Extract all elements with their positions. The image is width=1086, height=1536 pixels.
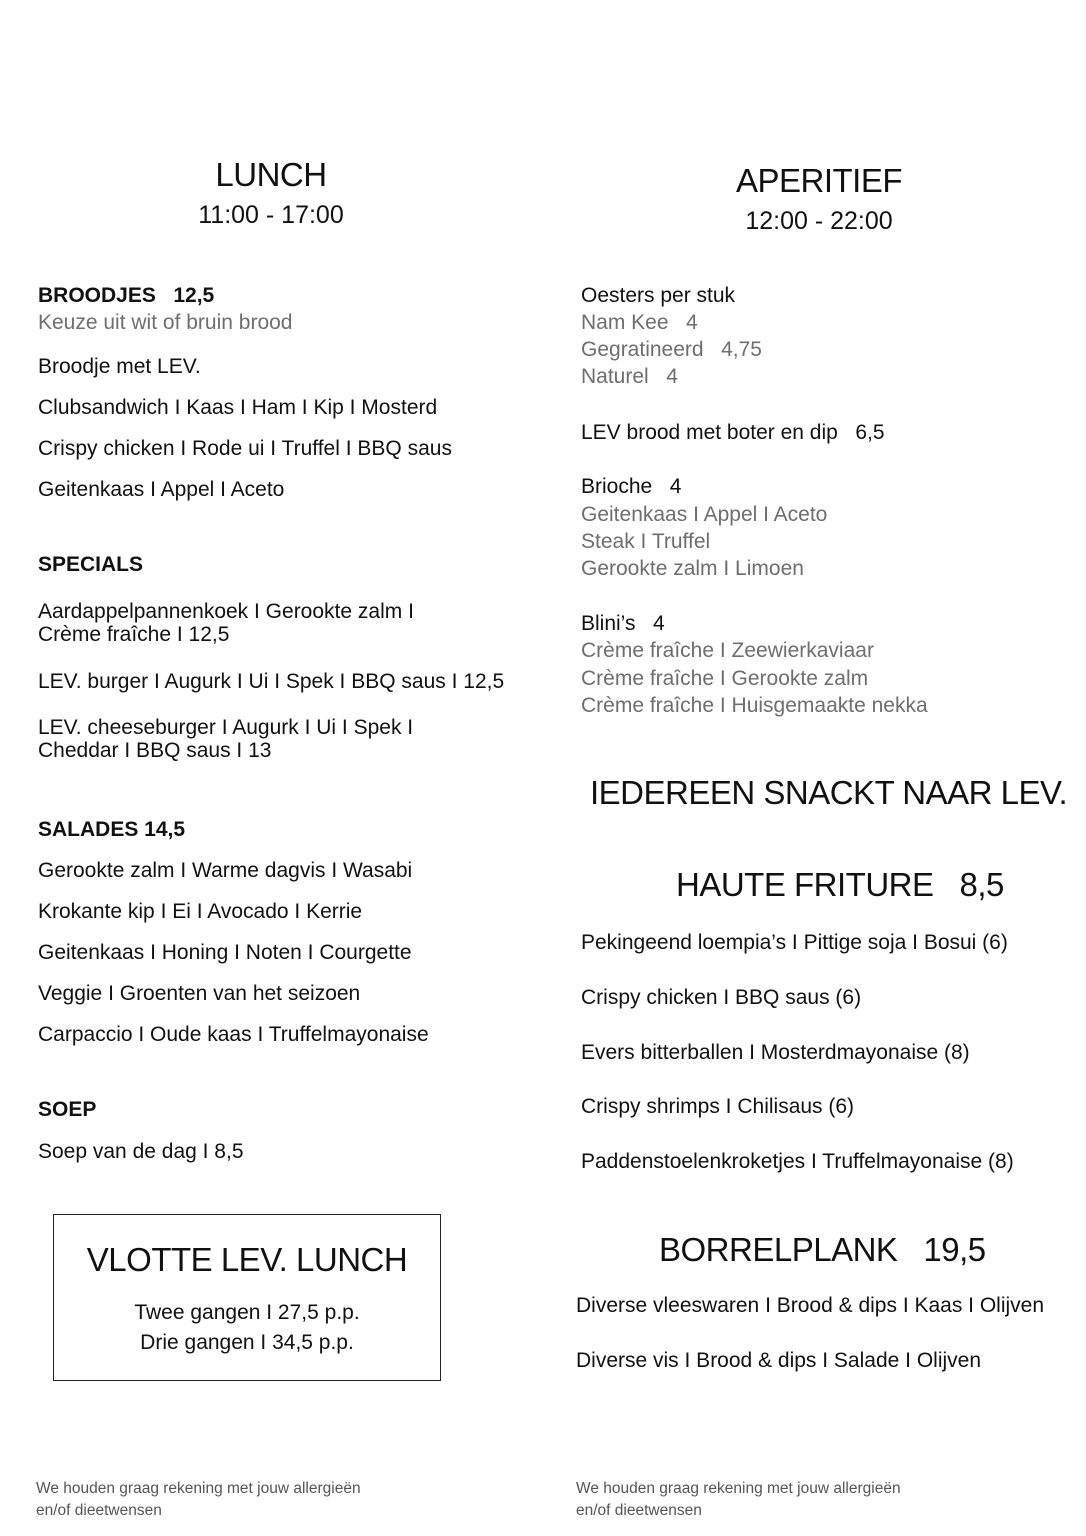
- slogan: IEDEREEN SNACKT NAAR LEV.: [590, 774, 1068, 811]
- haute-friture-item: Evers bitterballen I Mosterdmayonaise (8): [581, 1041, 970, 1064]
- broodjes-item: Crispy chicken I Rode ui I Truffel I BBQ saus: [38, 437, 452, 460]
- allergy-note-line: We houden graag rekening met jouw allergieën: [36, 1480, 361, 1497]
- specials-item-line: Cheddar I BBQ saus I 13: [38, 739, 272, 762]
- blinis-item: Crème fraîche I Huisgemaakte nekka: [581, 694, 928, 717]
- salades-item: Geitenkaas I Honing I Noten I Courgette: [38, 941, 412, 964]
- salades-item: Krokante kip I Ei I Avocado I Kerrie: [38, 900, 363, 923]
- salades-item: Veggie I Groenten van het seizoen: [38, 982, 361, 1005]
- specials-heading: SPECIALS: [38, 553, 144, 576]
- allergy-note-line: We houden graag rekening met jouw allergieën: [576, 1480, 901, 1497]
- blinis-item: Crème fraîche I Gerookte zalm: [581, 667, 869, 690]
- specials-item: [38, 600, 414, 646]
- haute-friture-item: Crispy chicken I BBQ saus (6): [581, 986, 862, 1009]
- borrelplank-item: Diverse vis I Brood & dips I Salade I Olijven: [576, 1349, 982, 1372]
- haute-friture-heading: HAUTE FRITURE 8,5: [676, 866, 1004, 903]
- salades-heading: SALADES 14,5: [38, 818, 186, 841]
- specials-item: [38, 716, 413, 762]
- lev-brood-item: LEV brood met boter en dip 6,5: [581, 421, 885, 444]
- allergy-note: [36, 1478, 361, 1522]
- haute-friture-item: Pekingeend loempia’s I Pittige soja I Bosui (6): [581, 931, 1008, 954]
- oesters-item: Naturel 4: [581, 365, 678, 388]
- allergy-note-line: en/of dieetwensen: [36, 1502, 162, 1519]
- brioche-item: Geitenkaas I Appel I Aceto: [581, 503, 828, 526]
- soep-item: Soep van de dag I 8,5: [38, 1140, 244, 1163]
- soep-heading: SOEP: [38, 1098, 97, 1121]
- broodjes-item: Broodje met LEV.: [38, 355, 201, 378]
- borrelplank-heading: BORRELPLANK 19,5: [659, 1231, 986, 1268]
- specials-item: LEV. burger I Augurk I Ui I Spek I BBQ saus I 12,5: [38, 670, 505, 693]
- haute-friture-item: Crispy shrimps I Chilisaus (6): [581, 1095, 855, 1118]
- lunch-hours: 11:00 - 17:00: [198, 201, 344, 229]
- salades-item: Carpaccio I Oude kaas I Truffelmayonaise: [38, 1023, 429, 1046]
- aperitief-hours: 12:00 - 22:00: [745, 207, 893, 235]
- brioche-item: Gerookte zalm I Limoen: [581, 557, 804, 580]
- blinis-heading: Blini’s 4: [581, 612, 665, 635]
- borrelplank-item: Diverse vleeswaren I Brood & dips I Kaas I Olijven: [576, 1294, 1045, 1317]
- vlotte-lunch-line: Drie gangen I 34,5 p.p.: [140, 1331, 354, 1354]
- specials-item-line: LEV. cheeseburger I Augurk I Ui I Spek I: [38, 716, 414, 739]
- brioche-item: Steak I Truffel: [581, 530, 711, 553]
- broodjes-item: Clubsandwich I Kaas I Ham I Kip I Mosterd: [38, 396, 438, 419]
- broodjes-note: Keuze uit wit of bruin brood: [38, 311, 293, 334]
- broodjes-item: Geitenkaas I Appel I Aceto: [38, 478, 285, 501]
- vlotte-lunch-box: [53, 1214, 441, 1381]
- specials-item-line: Crème fraîche I 12,5: [38, 623, 230, 646]
- lunch-title: LUNCH: [215, 156, 327, 193]
- aperitief-title: APERITIEF: [735, 162, 903, 199]
- oesters-item: Nam Kee 4: [581, 311, 698, 334]
- broodjes-heading: BROODJES 12,5: [38, 284, 215, 307]
- oesters-item: Gegratineerd 4,75: [581, 338, 762, 361]
- brioche-heading: Brioche 4: [581, 475, 682, 498]
- oesters-heading: Oesters per stuk: [581, 284, 736, 307]
- allergy-note: [576, 1478, 901, 1522]
- vlotte-lunch-line: Twee gangen I 27,5 p.p.: [134, 1301, 360, 1324]
- blinis-item: Crème fraîche I Zeewierkaviaar: [581, 639, 874, 662]
- salades-item: Gerookte zalm I Warme dagvis I Wasabi: [38, 859, 413, 882]
- vlotte-lunch-title: VLOTTE LEV. LUNCH: [86, 1241, 408, 1278]
- specials-item-line: Aardappelpannenkoek I Gerookte zalm I: [38, 600, 414, 623]
- allergy-note-line: en/of dieetwensen: [576, 1502, 702, 1519]
- haute-friture-item: Paddenstoelenkroketjes I Truffelmayonaise (8): [581, 1150, 1014, 1173]
